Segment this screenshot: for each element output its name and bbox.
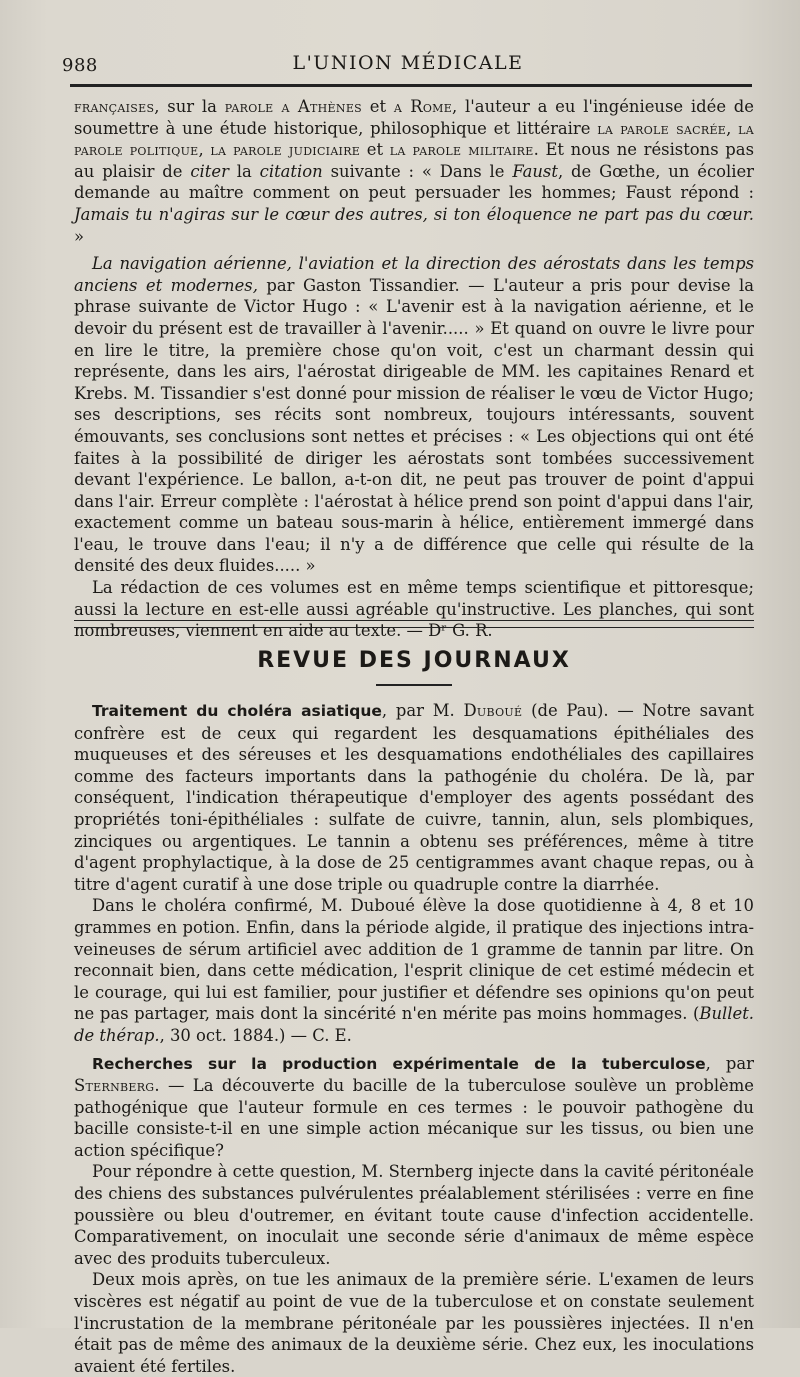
article-tuberculose-paragraph-3: Deux mois après, on tue les animaux de la première série. L'examen de leurs viscères est négatif au point de vue de la tuberculose et on constate seulement l'incrustation de la membrane péritonéale par les poussières injectées. Il n'en était pas de même des animaux de la deuxième série. Chez eux, les inoculations avaient été fertiles. [74,1270,754,1376]
article-tuberculose-paragraph-2: Pour répondre à cette question, M. Sternberg injecte dans la cavité péritonéale des chiens des substances pulvérulentes préalablement stérilisées : verre en fine poussière ou bleu d'outremer, en évitant toute cause d'infection accidentelle. Comparativement, on inoculait une seconde série d'animaux de même espèce avec des produits tuberculeux. [74,1162,754,1268]
article-tuberculose-title: Recherches sur la production expérimentale de la tuberculose [92,1054,706,1073]
review-paragraph-1: françaises, sur la parole a Athènes et a Rome, l'auteur a eu l'ingénieuse idée de soumettre à une étude historique, philosophique et littéraire la parole sacrée, la parole politique, la parole judiciaire et la parole militaire. Et nous ne résistons pas au plaisir de citer la citation suivante : « Dans le Faust, de Gœthe, un écolier demande au maître comment on peut persuader les hommes; Faust répond : Jamais tu n'agiras sur le cœur des autres, si ton éloquence ne part pas du cœur. » [74,97,755,246]
section-divider [74,620,754,628]
review-paragraph-3: La rédaction de ces volumes est en même temps scientifique et pittoresque; aussi la lecture en est-elle aussi agréable qu'instructive. Les planches, qui sont nombreuses, viennent en aide au texte. — Dʳ G. R. [74,578,754,641]
journal-reviews-section [74,700,754,1377]
article-cholera-paragraph-1: Traitement du choléra asiatique, par M. Duboué (de Pau). — Notre savant confrère est de ceux qui regardent les desquamations épithéliales des muqueuses et des séreuses et les desquamations endothéliales des capillaires comme des facteurs importants dans la pathogénie du choléra. De là, par conséquent, l'indication thérapeutique d'employer des agents possédant des propriétés toni-épithéliales : sulfate de cuivre, tannin, alun, sels plombiques, zinciques ou argentiques. Le tannin a obtenu ses préférences, même à titre d'agent prophylactique, à la dose de 25 centigrammes avant chaque repas, ou à titre d'agent curatif à une dose triple ou quadruple contre la diarrhée. [74,701,754,894]
article-tuberculose-paragraph-1: Recherches sur la production expérimentale de la tuberculose, par Sternberg. — La découverte du bacille de la tuberculose soulève un problème pathogénique que l'auteur formule en ces termes : le pouvoir pathogène du bacille consiste-t-il en une simple action mécanique sur les tissus, ou bien une action spécifique? [74,1053,754,1160]
journal-title: L'UNION MÉDICALE [292,52,524,74]
title-underline [376,684,452,686]
page-number: 988 [62,55,98,76]
article-cholera-title: Traitement du choléra asiatique [92,702,382,720]
review-paragraph-2: La navigation aérienne, l'aviation et la direction des aérostats dans les temps anciens et modernes, par Gaston Tissandier. — L'auteur a pris pour devise la phrase suivante de Victor Hugo : « L'avenir est à la navigation aérienne, et le devoir du présent est de travailler à l'avenir..... » Et quand on ouvre le livre pour en lire le titre, la première chose qu'on voit, c'est un charmant dessin qui représente, dans les airs, l'aérostat dirigeable de MM. les capitaines Renard et Krebs. M. Tissandier s'est donné pour mission de réaliser le vœu de Victor Hugo; ses descriptions, ses récits sont nombreux, toujours intéressants, souvent émouvants, ses conclusions sont nettes et précises : « Les objections qui ont été faites à la possibilité de diriger les aérostats sont tombées successivement devant l'expérience. Le ballon, a-t-on dit, ne peut pas trouver de point d'appui dans l'air. Erreur complète : l'aérostat à hélice prend son point d'appui dans l'air, exactement comme un bateau sous-marin à hélice, entièrement immergé dans l'eau, le trouve dans l'eau; il n'y a de différence que celle qui résulte de la densité des deux fluides..... » [74,254,754,576]
running-header [62,46,754,76]
header-rule [70,84,752,87]
article-cholera-paragraph-2: Dans le choléra confirmé, M. Duboué élève la dose quotidienne à 4, 8 et 10 grammes en potion. Enfin, dans la période algide, il pratique des injections intra-veineuses de sérum artificiel avec addition de 1 gramme de tannin par litre. On reconnait bien, dans cette médication, l'esprit clinique de cet estimé médecin et le courage, qui lui est familier, pour justifier et défendre ses opinions qu'on peut ne pas partager, mais dont la sincérité n'en mérite pas moins hommages. (Bullet. de thérap., 30 oct. 1884.) — C. E. [74,896,754,1045]
section-title: REVUE DES JOURNAUX [257,648,571,673]
book-review-section [74,96,754,642]
